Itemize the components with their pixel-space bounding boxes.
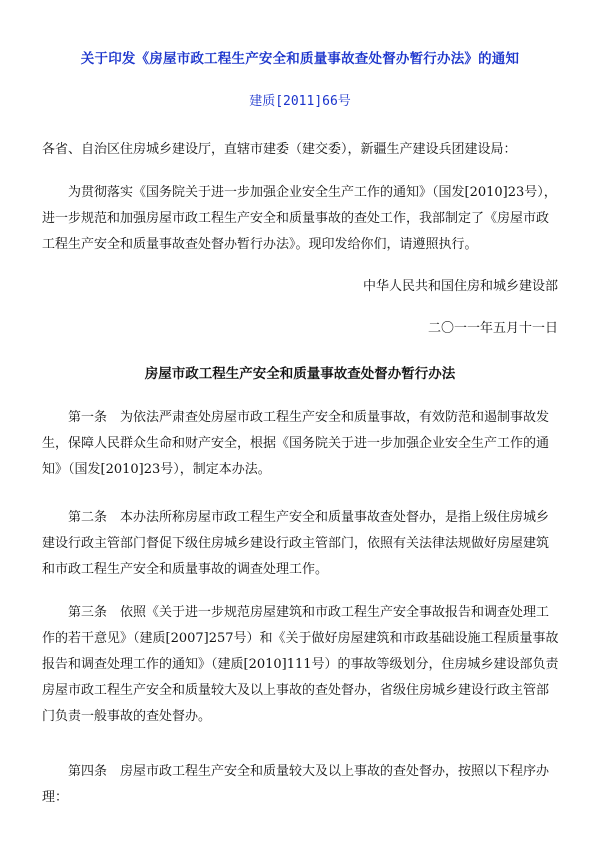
intro-paragraph: 为贯彻落实《国务院关于进一步加强企业安全生产工作的通知》（国发[2010]23号），进一步规范和加强房屋市政工程生产安全和质量事故的查处工作，我部制定了《房屋市政工程生产安全和质量事故查处督办暂行办法》。现印发给你们，请遵照执行。 <box>42 185 557 252</box>
article-3: 第三条 依照《关于进一步规范房屋建筑和市政工程生产安全事故报告和调查处理工作的若干意见》（建质[2007]257号）和《关于做好房屋建筑和市政基础设施工程质量事故报告和调查处理工作的通知》（建质[2010]111号）的事故等级划分，住房城乡建设部负责房屋市政工程生产安全和质量较大及以上事故的查处督办，省级住房城乡建设行政主管部门负责一般事故的查处督办。 <box>42 605 559 724</box>
measures-title: 房屋市政工程生产安全和质量事故查处督办暂行办法 <box>144 366 456 382</box>
notice-title: 关于印发《房屋市政工程生产安全和质量事故查处督办暂行办法》的通知 <box>80 51 520 67</box>
article-4: 第四条 房屋市政工程生产安全和质量较大及以上事故的查处督办，按照以下程序办理： <box>42 764 550 805</box>
document-number: 建质[2011]66号 <box>249 94 351 109</box>
article-2: 第二条 本办法所称房屋市政工程生产安全和质量事故查处督办，是指上级住房城乡建设行政主管部门督促下级住房城乡建设行政主管部门，依照有关法律法规做好房屋建筑和市政工程生产安全和质量事故的调查处理工作。 <box>42 510 550 577</box>
issue-date: 二〇一一年五月十一日 <box>427 321 558 336</box>
issuer: 中华人民共和国住房和城乡建设部 <box>362 279 558 294</box>
article-1: 第一条 为依法严肃查处房屋市政工程生产安全和质量事故，有效防范和遏制事故发生，保障人民群众生命和财产安全，根据《国务院关于进一步加强企业安全生产工作的通知》（国发[2010]23号），制定本办法。 <box>42 410 550 477</box>
recipients: 各省、自治区住房城乡建设厅，直辖市建委（建交委），新疆生产建设兵团建设局： <box>42 142 517 157</box>
